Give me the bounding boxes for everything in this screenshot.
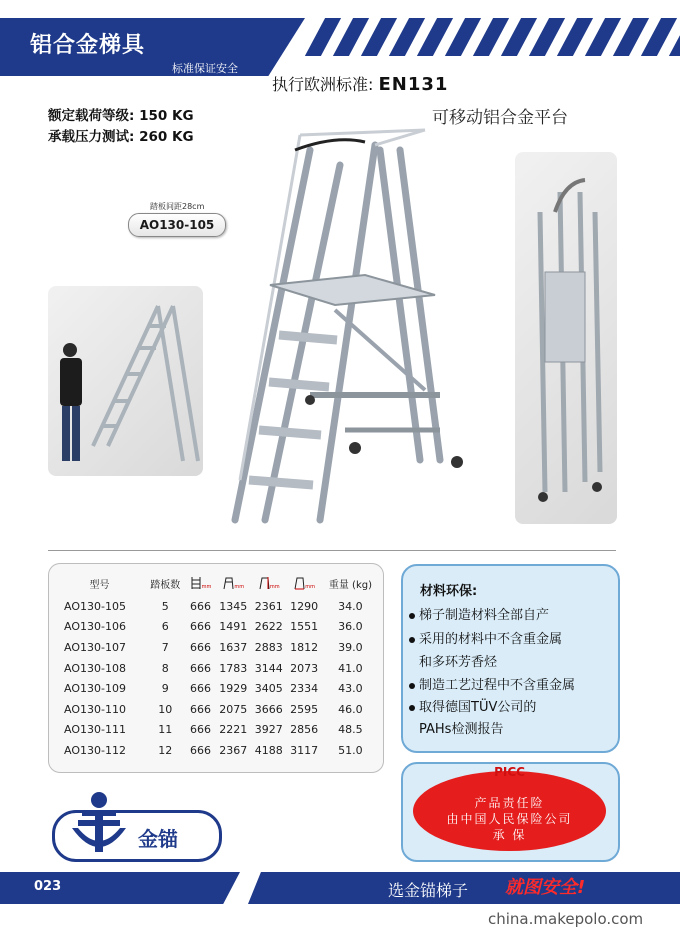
watermark: china.makepolo.com [488, 910, 644, 928]
eco-item-text: 制造工艺过程中不含重金属 [419, 678, 576, 693]
cell-steps: 7 [161, 640, 169, 654]
cell-weight: 34.0 [338, 599, 363, 613]
eco-item-text: 梯子制造材料全部自产 [419, 608, 550, 623]
eco-item-continued: PAHs检测报告 [419, 722, 504, 737]
cell-total-height: 2622 [254, 620, 283, 634]
col-total-height [251, 570, 286, 596]
product-name: 可移动铝合金平台 [432, 108, 568, 128]
cell-model: AO130-105 [64, 599, 126, 613]
cell-width: 666 [190, 682, 212, 696]
cell-base-depth: 1290 [290, 599, 319, 613]
cell-total-height: 2361 [254, 599, 283, 613]
anchor-logo-icon [64, 788, 134, 858]
cell-model: AO130-107 [64, 640, 126, 654]
unit-mm: mm [234, 584, 245, 590]
width-dimension-icon [190, 576, 202, 590]
model-tag: AO130-105 [128, 213, 226, 237]
page-number: 023 [34, 879, 62, 894]
picc-label: PICC [494, 765, 525, 779]
brand-subtitle: 标准保证安全 [172, 62, 238, 75]
table-row [54, 678, 379, 699]
cell-weight: 51.0 [338, 743, 363, 757]
col-width [186, 570, 216, 596]
table-row [54, 658, 379, 679]
eco-title: 材料环保: [420, 584, 478, 599]
cell-steps: 6 [161, 620, 169, 634]
table-row [54, 637, 379, 658]
cell-model: AO130-112 [64, 743, 126, 757]
cell-platform-height: 1345 [219, 599, 248, 613]
bullet-icon [409, 705, 415, 711]
table-row [54, 617, 379, 638]
cell-model: AO130-110 [64, 702, 126, 716]
section-divider [48, 550, 616, 551]
cell-steps: 10 [158, 702, 173, 716]
cell-steps: 11 [158, 723, 173, 737]
standard-prefix: 执行欧洲标准: [272, 75, 374, 94]
table-row [54, 740, 379, 761]
cell-total-height: 3405 [254, 682, 283, 696]
table-row [54, 699, 379, 720]
cell-weight: 46.0 [338, 702, 363, 716]
cell-weight: 43.0 [338, 682, 363, 696]
cell-model: AO130-108 [64, 661, 126, 675]
rated-load: 额定载荷等级: 150 KG [48, 108, 194, 124]
platform-height-icon [222, 576, 234, 590]
base-depth-icon [293, 576, 305, 590]
cell-base-depth: 2334 [290, 682, 319, 696]
cell-weight: 41.0 [338, 661, 363, 675]
cell-width: 666 [190, 743, 212, 757]
ladder-platform-image [225, 110, 485, 540]
cell-steps: 9 [161, 682, 169, 696]
pressure-test: 承载压力测试: 260 KG [48, 129, 194, 145]
footer-slogan-accent: 就图安全! [505, 877, 586, 898]
bullet-icon [409, 683, 415, 689]
cell-width: 666 [190, 702, 212, 716]
standard-code: EN131 [378, 74, 449, 95]
cell-total-height: 3666 [254, 702, 283, 716]
insurance-line: 由中国人民保险公司 [446, 812, 573, 826]
cell-steps: 5 [161, 599, 169, 613]
step-spacing-note: 踏板间距28cm [150, 202, 205, 211]
bullet-icon [409, 637, 415, 643]
unit-mm: mm [305, 584, 315, 590]
col-model: 型号 [89, 579, 110, 591]
cell-model: AO130-106 [64, 620, 126, 634]
logo-text: 金锚 [138, 827, 178, 851]
cell-base-depth: 1551 [290, 620, 319, 634]
eco-item [409, 604, 549, 623]
cell-weight: 48.5 [338, 723, 363, 737]
standard-line [272, 72, 448, 95]
table-row [54, 596, 379, 617]
cell-base-depth: 3117 [290, 743, 319, 757]
cell-total-height: 3927 [254, 723, 283, 737]
cell-base-depth: 2856 [290, 723, 319, 737]
cell-platform-height: 2221 [219, 723, 248, 737]
cell-base-depth: 1812 [290, 640, 319, 654]
cell-platform-height: 1783 [219, 661, 248, 675]
footer-slogan: 选金锚梯子 [388, 881, 469, 900]
table-row [54, 720, 379, 741]
folded-ladder-photo [515, 152, 617, 524]
cell-width: 666 [190, 640, 212, 654]
eco-item-text: 取得德国TÜV公司的 [419, 700, 537, 715]
eco-item-continued: 和多环芳香烃 [419, 655, 498, 670]
eco-item-text: 采用的材料中不含重金属 [419, 632, 563, 647]
col-base-depth [286, 570, 321, 596]
header-stripes [305, 18, 680, 56]
col-platform-height [216, 570, 251, 596]
cell-width: 666 [190, 661, 212, 675]
cell-platform-height: 2367 [219, 743, 248, 757]
spec-table [54, 570, 379, 761]
cell-weight: 39.0 [338, 640, 363, 654]
cell-platform-height: 1491 [219, 620, 248, 634]
cell-model: AO130-109 [64, 682, 126, 696]
unit-mm: mm [269, 584, 280, 590]
eco-item [409, 628, 562, 647]
total-height-icon [258, 576, 270, 590]
unit-mm: mm [201, 584, 212, 590]
eco-item [409, 696, 536, 715]
col-steps: 踏板数 [150, 579, 181, 591]
cell-steps: 12 [158, 743, 173, 757]
cell-model: AO130-111 [64, 723, 126, 737]
bullet-icon [409, 613, 415, 619]
insurance-line: 产品责任险 [474, 796, 545, 810]
col-weight: 重量 (kg) [328, 579, 372, 591]
person-climbing-photo [48, 286, 203, 476]
cell-width: 666 [190, 620, 212, 634]
cell-steps: 8 [161, 661, 169, 675]
cell-total-height: 2883 [254, 640, 283, 654]
cell-platform-height: 1637 [219, 640, 248, 654]
cell-total-height: 4188 [254, 743, 283, 757]
insurance-line: 承 保 [492, 828, 527, 842]
cell-width: 666 [190, 599, 212, 613]
cell-weight: 36.0 [338, 620, 363, 634]
eco-item [409, 674, 575, 693]
cell-width: 666 [190, 723, 212, 737]
table-header-row [54, 570, 379, 596]
brand-title: 铝合金梯具 [30, 33, 146, 58]
cell-platform-height: 1929 [219, 682, 248, 696]
cell-platform-height: 2075 [219, 702, 248, 716]
cell-total-height: 3144 [254, 661, 283, 675]
cell-base-depth: 2595 [290, 702, 319, 716]
cell-base-depth: 2073 [290, 661, 319, 675]
